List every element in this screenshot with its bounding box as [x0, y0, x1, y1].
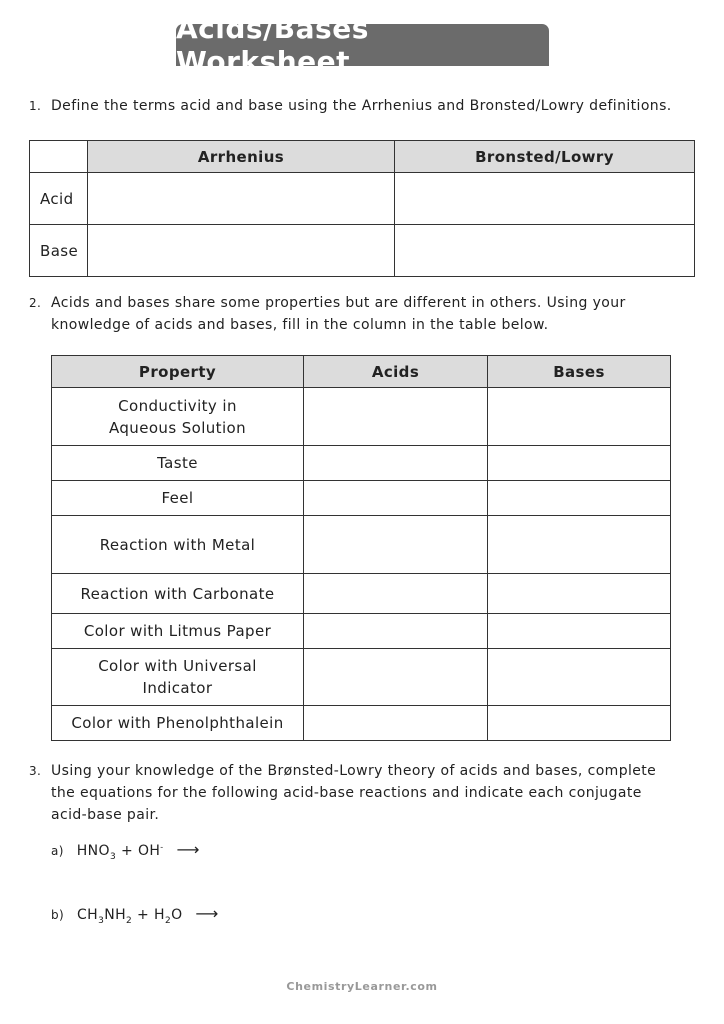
- property-reaction-carbonate: Reaction with Carbonate: [52, 574, 304, 614]
- question-text-line-2: the equations for the following acid-base reactions and indicate each conjugate: [51, 785, 642, 801]
- answer-cell[interactable]: [488, 574, 671, 614]
- subscript: 3: [98, 915, 105, 926]
- question-text-line-1: Using your knowledge of the Brønsted-Lowry theory of acids and bases, complete: [51, 763, 657, 779]
- definitions-table: [29, 140, 695, 277]
- answer-cell[interactable]: [304, 481, 488, 516]
- answer-cell[interactable]: [304, 614, 488, 649]
- property-taste: Taste: [52, 446, 304, 481]
- reactant-formula: CH: [76, 907, 99, 923]
- reaction-arrow-icon: ⟶: [195, 904, 219, 923]
- table-row: [52, 446, 671, 481]
- answer-cell[interactable]: [304, 574, 488, 614]
- reaction-arrow-icon: ⟶: [176, 840, 200, 859]
- reactant-formula: HNO: [76, 843, 110, 859]
- table-row: [52, 614, 671, 649]
- equation-b: [51, 904, 219, 926]
- answer-cell[interactable]: [488, 388, 671, 446]
- worksheet-title: Acids/Bases Worksheet: [176, 24, 549, 66]
- answer-cell[interactable]: [488, 481, 671, 516]
- header-cell-arrhenius: Arrhenius: [88, 141, 395, 173]
- question-3: [29, 760, 709, 826]
- superscript: -: [160, 842, 164, 852]
- subscript: 2: [164, 915, 172, 926]
- question-text-line-3: acid-base pair.: [51, 807, 160, 823]
- equation-label: b): [51, 908, 65, 922]
- row-label-acid: Acid: [30, 173, 88, 225]
- reactant-formula: O: [171, 907, 183, 923]
- property-conductivity: Conductivity in Aqueous Solution: [52, 388, 304, 446]
- table-row: [52, 481, 671, 516]
- property-reaction-metal: Reaction with Metal: [52, 516, 304, 574]
- answer-cell[interactable]: [488, 649, 671, 706]
- answer-cell[interactable]: [488, 446, 671, 481]
- answer-cell[interactable]: [304, 388, 488, 446]
- table-row: [52, 649, 671, 706]
- table-header-row: [30, 141, 695, 173]
- table-row: [30, 225, 695, 277]
- plus-sign: +: [120, 843, 134, 859]
- header-cell-property: Property: [52, 356, 304, 388]
- footer-watermark: ChemistryLearner.com: [286, 980, 438, 993]
- table-row: [30, 173, 695, 225]
- property-litmus: Color with Litmus Paper: [52, 614, 304, 649]
- property-phenolphthalein: Color with Phenolphthalein: [52, 706, 304, 741]
- header-cell-bases: Bases: [488, 356, 671, 388]
- table-row: [52, 388, 671, 446]
- question-text-line-2: knowledge of acids and bases, fill in the column in the table below.: [51, 317, 549, 333]
- table-row: [52, 574, 671, 614]
- answer-cell[interactable]: [488, 614, 671, 649]
- question-number: 1.: [29, 99, 42, 113]
- answer-cell[interactable]: [304, 706, 488, 741]
- answer-cell[interactable]: [304, 649, 488, 706]
- equation-label: a): [51, 844, 64, 858]
- answer-cell[interactable]: [488, 706, 671, 741]
- reactant-formula: H: [154, 907, 165, 923]
- table-header-row: [52, 356, 671, 388]
- answer-cell[interactable]: [488, 516, 671, 574]
- question-number: 2.: [29, 296, 42, 310]
- subscript: 3: [109, 851, 117, 862]
- properties-table: [51, 355, 671, 741]
- answer-cell[interactable]: [88, 173, 395, 225]
- question-text-line-1: Acids and bases share some properties but are different in others. Using your: [51, 295, 626, 311]
- question-1: [29, 95, 709, 117]
- answer-cell[interactable]: [304, 446, 488, 481]
- table-row: [52, 706, 671, 741]
- header-cell-bronsted-lowry: Bronsted/Lowry: [395, 141, 695, 173]
- reactant-formula: NH: [104, 907, 127, 923]
- plus-sign: +: [137, 907, 150, 923]
- subscript: 2: [126, 915, 133, 926]
- reactant-formula: OH: [137, 843, 161, 859]
- answer-cell[interactable]: [395, 173, 695, 225]
- header-cell-empty: [30, 141, 88, 173]
- property-universal-indicator: Color with Universal Indicator: [52, 649, 304, 706]
- row-label-base: Base: [30, 225, 88, 277]
- question-2: [29, 292, 709, 336]
- question-text: Define the terms acid and base using the Arrhenius and Bronsted/Lowry definitions.: [51, 98, 672, 114]
- question-number: 3.: [29, 764, 42, 778]
- header-cell-acids: Acids: [304, 356, 488, 388]
- property-feel: Feel: [52, 481, 304, 516]
- answer-cell[interactable]: [304, 516, 488, 574]
- equation-a: [51, 840, 200, 862]
- answer-cell[interactable]: [395, 225, 695, 277]
- answer-cell[interactable]: [88, 225, 395, 277]
- table-row: [52, 516, 671, 574]
